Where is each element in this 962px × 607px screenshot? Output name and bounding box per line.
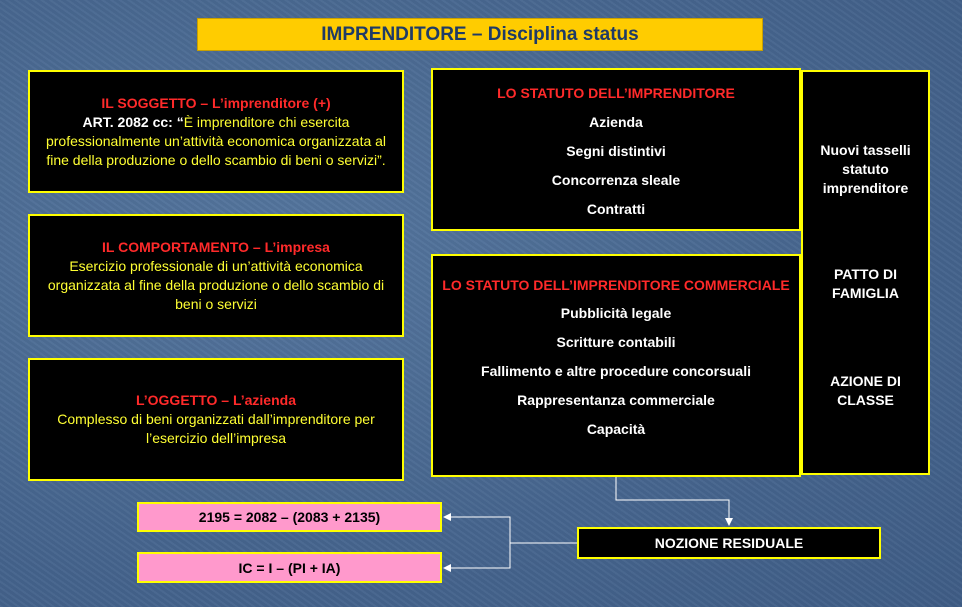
statuto-item: Concorrenza sleale bbox=[551, 172, 681, 188]
soggetto-definition: È imprenditore chi esercita professionalmente un’attività economica organizzata al fine della produzione o dello scambio di beni o servizi”. bbox=[45, 113, 387, 168]
patto-di-famiglia-label: PATTO DI FAMIGLIA bbox=[832, 266, 899, 301]
statuto-commerciale-box bbox=[431, 254, 801, 477]
formula-box-1: 2195 = 2082 – (2083 + 2135) bbox=[137, 502, 442, 532]
statuto-commerciale-item: Scritture contabili bbox=[556, 334, 676, 350]
statuto-item: Azienda bbox=[589, 114, 643, 130]
comportamento-heading: IL COMPORTAMENTO – L’impresa bbox=[102, 238, 330, 255]
statuto-item: Segni distintivi bbox=[566, 143, 666, 159]
statuto-commerciale-item: Capacità bbox=[586, 421, 646, 437]
statuto-commerciale-heading: LO STATUTO DELL’IMPRENDITORE COMMERCIALE bbox=[442, 277, 790, 293]
statuto-box bbox=[431, 68, 801, 231]
formula-box-2: IC = I – (PI + IA) bbox=[137, 552, 442, 583]
arrow-statuto-to-nozione bbox=[616, 477, 729, 525]
oggetto-heading: L’OGGETTO – L’azienda bbox=[135, 392, 296, 408]
soggetto-article: ART. 2082 cc: “ bbox=[82, 113, 184, 130]
page-title: IMPRENDITORE – Disciplina status bbox=[197, 18, 763, 51]
statuto-commerciale-item: Fallimento e altre procedure concorsuali bbox=[481, 363, 751, 379]
oggetto-box bbox=[28, 358, 404, 481]
soggetto-heading: IL SOGGETTO – L’imprenditore (+) bbox=[101, 94, 331, 111]
nozione-residuale-box: NOZIONE RESIDUALE bbox=[577, 527, 881, 559]
arrow-nozione-to-formula-1 bbox=[444, 517, 577, 543]
soggetto-text bbox=[40, 113, 392, 170]
nuovi-tasselli-label: Nuovi tasselli statuto imprenditore bbox=[820, 142, 911, 196]
statuto-item: Contratti bbox=[586, 201, 646, 217]
oggetto-text: Complesso di beni organizzati dall’imprenditore per l’esercizio dell’impresa bbox=[57, 411, 375, 446]
azione-di-classe-label: AZIONE DI CLASSE bbox=[830, 373, 901, 408]
soggetto-box bbox=[28, 70, 404, 193]
statuto-commerciale-item: Pubblicità legale bbox=[560, 305, 672, 321]
statuto-commerciale-item: Rappresentanza commerciale bbox=[517, 392, 715, 408]
comportamento-box bbox=[28, 214, 404, 337]
right-column-box bbox=[801, 70, 930, 475]
comportamento-text: Esercizio professionale di un’attività economica organizzata al fine della produzione o dello scambio di beni o servizi bbox=[47, 257, 385, 312]
statuto-heading: LO STATUTO DELL’IMPRENDITORE bbox=[497, 85, 735, 101]
arrow-nozione-to-formula-2 bbox=[444, 543, 510, 568]
